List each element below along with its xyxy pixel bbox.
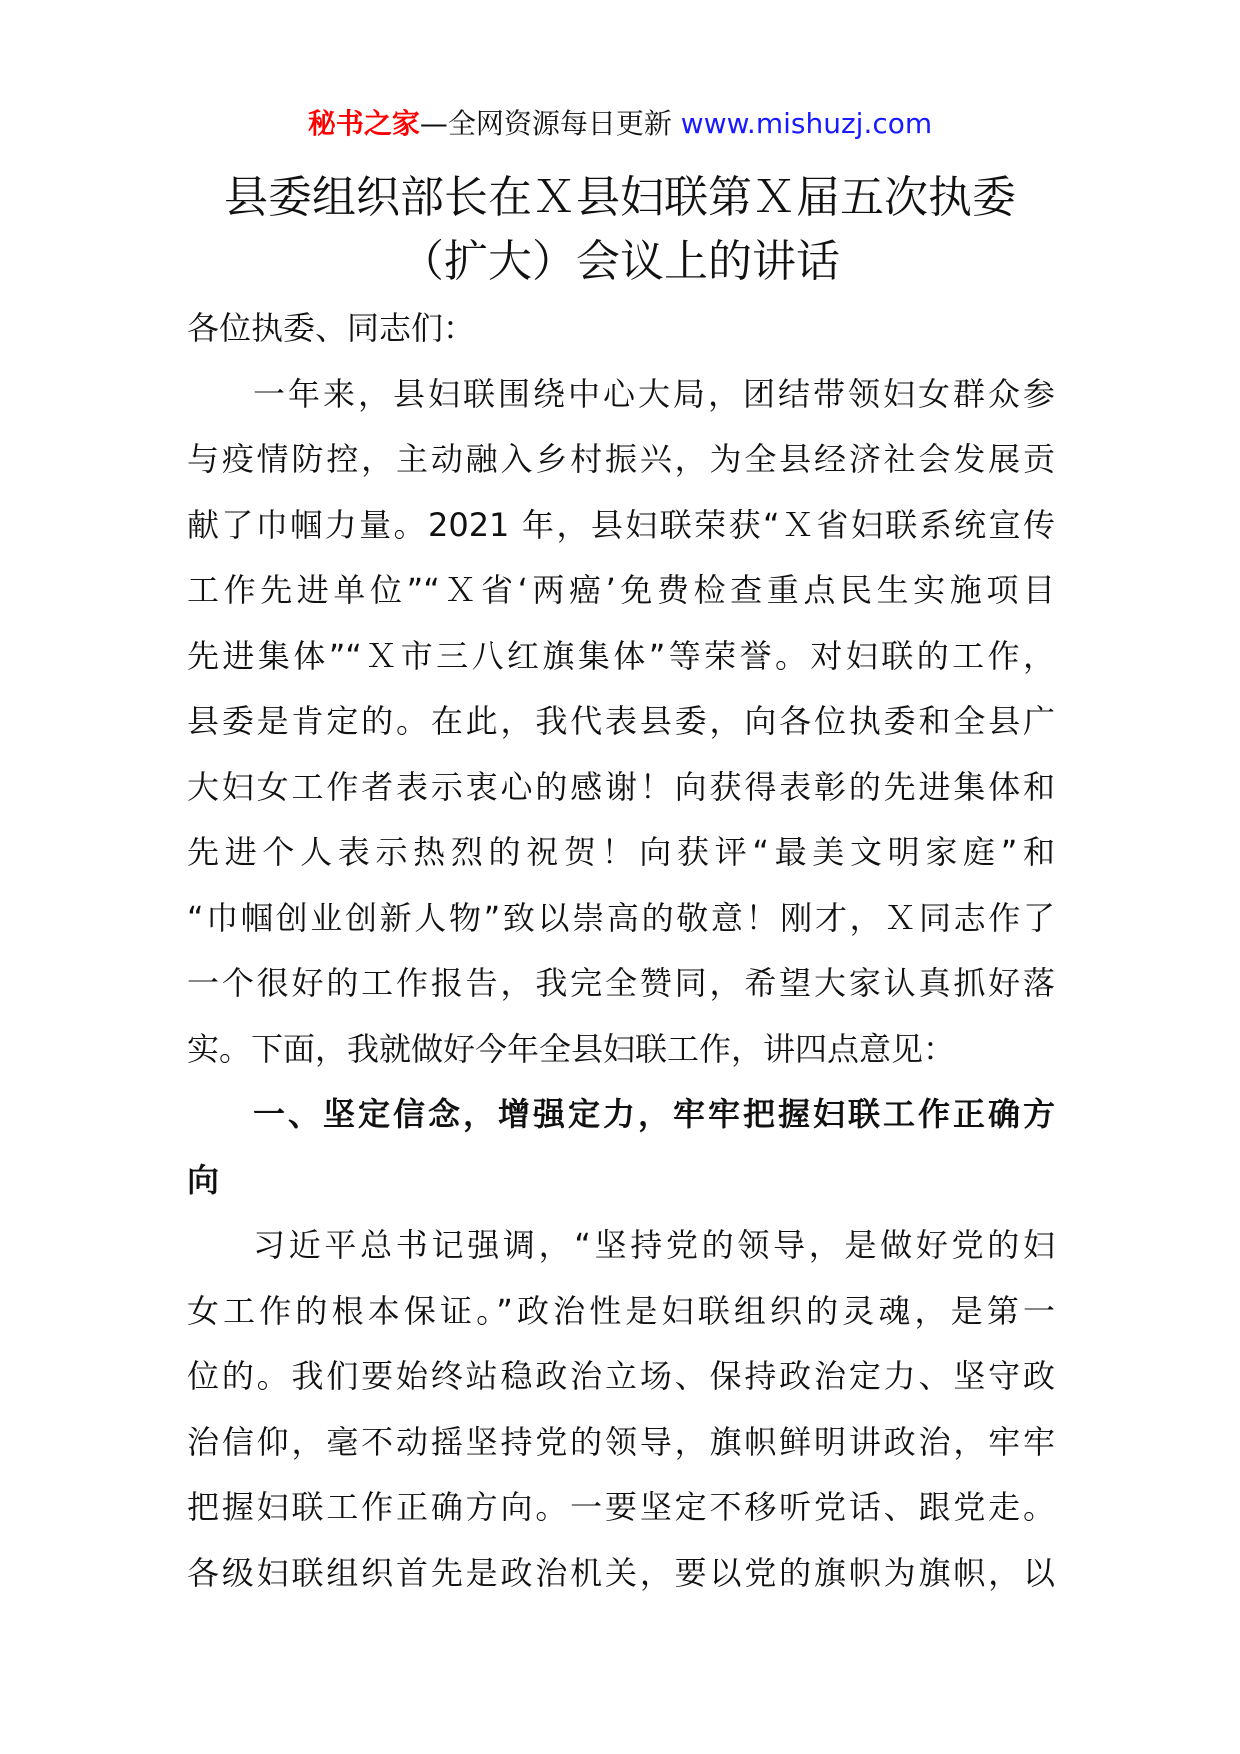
body-line: 位的。我们要始终站稳政治立场、保持政治定力、坚守政	[187, 1357, 1055, 1395]
body-line: 一个很好的工作报告，我完全赞同，希望大家认真抓好落	[187, 964, 1055, 1002]
document-body	[187, 296, 1055, 1606]
body-line: 女工作的根本保证。”政治性是妇联组织的灵魂，是第一	[187, 1291, 1055, 1330]
header-tagline: —全网资源每日更新	[419, 107, 672, 140]
paragraph-2	[187, 1213, 1055, 1606]
title-line-1: 县委组织部长在Ｘ县妇联第Ｘ届五次执委	[224, 172, 1016, 223]
heading-line: 一、坚定信念，增强定力，牢牢把握妇联工作正确方	[253, 1095, 1055, 1133]
body-line: 治信仰，毫不动摇坚持党的领导，旗帜鲜明讲政治，牢牢	[187, 1422, 1055, 1461]
site-header	[0, 104, 1240, 144]
section-heading-1	[187, 1082, 1055, 1213]
heading-line: 向	[187, 1160, 220, 1199]
title-line-2: （扩大）会议上的讲话	[400, 236, 840, 287]
brand-name: 秘书之家	[307, 107, 420, 140]
body-line: 献了巾帼力量。2021 年，县妇联荣获“Ｘ省妇联系统宣传	[187, 505, 1055, 544]
body-line: 县委是肯定的。在此，我代表县委，向各位执委和全县广	[187, 702, 1055, 740]
body-line: “巾帼创业创新人物”致以崇高的敬意！刚才，Ｘ同志作了	[187, 898, 1055, 937]
body-line: 大妇女工作者表示衷心的感谢！向获得表彰的先进集体和	[187, 767, 1055, 806]
body-line: 与疫情防控，主动融入乡村振兴，为全县经济社会发展贡	[187, 440, 1055, 478]
document-title	[120, 166, 1120, 294]
body-line: 各级妇联组织首先是政治机关，要以党的旗帜为旗帜，以	[187, 1553, 1055, 1592]
paragraph-1	[187, 362, 1055, 1083]
body-line: 把握妇联工作正确方向。一要坚定不移听党话、跟党走。	[187, 1488, 1055, 1526]
body-line: 习近平总书记强调，“坚持党的领导，是做好党的妇	[253, 1226, 1055, 1264]
body-line: 先进个人表示热烈的祝贺！向获评“最美文明家庭”和	[187, 833, 1055, 871]
body-line: 工作先进单位”“Ｘ省‘两癌’免费检查重点民生实施项目	[187, 571, 1055, 609]
body-line: 一年来，县妇联围绕中心大局，团结带领妇女群众参	[253, 374, 1055, 413]
salutation: 各位执委、同志们：	[187, 309, 476, 347]
body-line: 先进集体”“Ｘ市三八红旗集体”等荣誉。对妇联的工作，	[187, 636, 1055, 675]
site-url-link[interactable]: www.mishuzj.com	[680, 107, 933, 140]
body-line: 实。下面，我就做好今年全县妇联工作，讲四点意见：	[187, 1029, 956, 1068]
